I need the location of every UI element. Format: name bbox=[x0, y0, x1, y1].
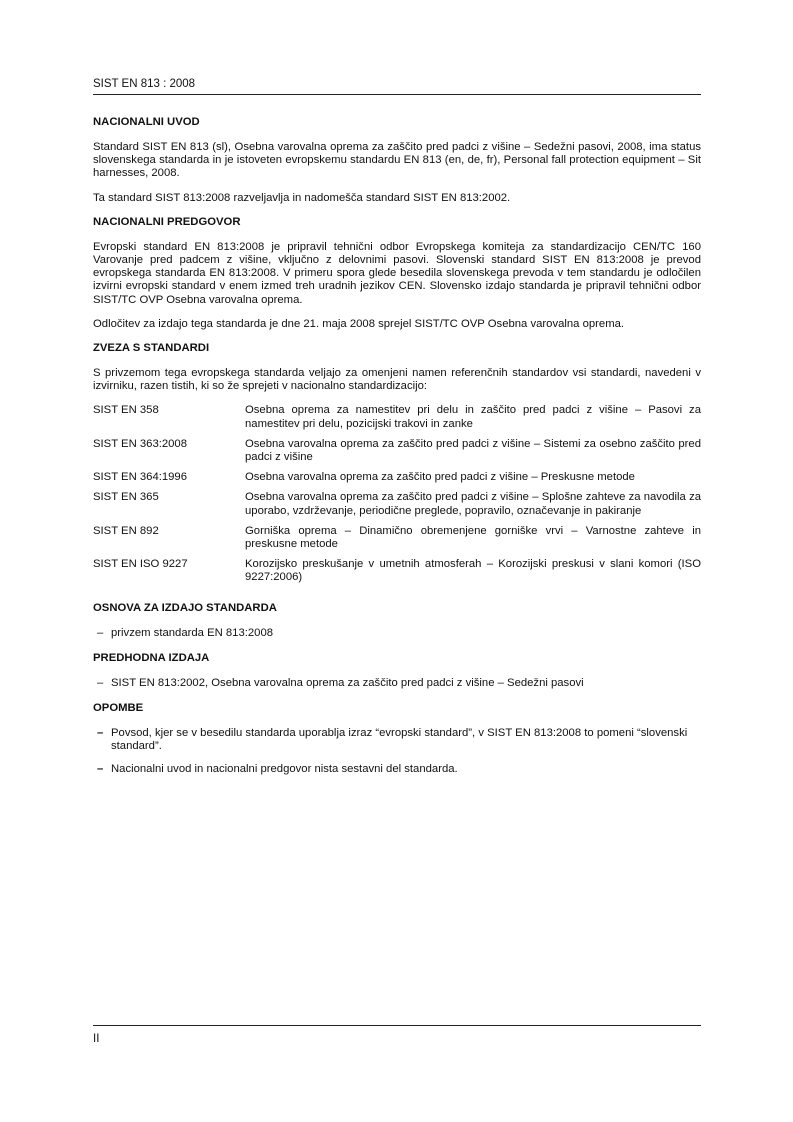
document-id: SIST EN 813 : 2008 bbox=[93, 78, 196, 90]
paragraph: Ta standard SIST 813:2008 razveljavlja in nadomešča standard SIST EN 813:2002. bbox=[93, 191, 511, 204]
list-item bbox=[93, 627, 701, 640]
section-title: NACIONALNI UVOD bbox=[93, 116, 200, 128]
standard-code: SIST EN 892 bbox=[93, 524, 159, 537]
standard-code: SIST EN ISO 9227 bbox=[93, 558, 188, 571]
page-header bbox=[93, 76, 701, 95]
dash-list bbox=[93, 727, 701, 777]
list-item-text: SIST EN 813:2002, Osebna varovalna oprema za zaščito pred padci z višine – Sedežni pasovi bbox=[111, 676, 584, 689]
dash-list bbox=[93, 677, 701, 690]
standard-description: Osebna varovalna oprema za zaščito pred padci z višine – Preskusne metode bbox=[245, 471, 635, 484]
section-title: NACIONALNI PREDGOVOR bbox=[93, 215, 241, 228]
header-rule bbox=[93, 94, 701, 95]
list-item-text: Nacionalni uvod in nacionalni predgovor nista sestavni del standarda. bbox=[111, 763, 458, 776]
dash-list bbox=[93, 627, 701, 640]
standard-code: SIST EN 358 bbox=[93, 404, 159, 417]
paragraph: Odločitev za izdajo tega standarda je dne 21. maja 2008 sprejel SIST/TC OVP Osebna varovalna oprema. bbox=[93, 317, 625, 330]
standard-description: Gorniška oprema – Dinamično obremenjene gorniške vrvi – Varnostne zahteve in preskusne metode bbox=[245, 524, 701, 551]
standard-description: Korozijsko preskušanje v umetnih atmosferah – Korozijski preskusi v slani komori (ISO 9227:2006) bbox=[245, 558, 701, 584]
dash-bullet: – bbox=[97, 626, 104, 639]
list-item-text: Povsod, kjer se v besedilu standarda uporablja izraz “evropski standard”, v SIST EN 813:2008 to pomeni “slovenski standard”. bbox=[111, 727, 688, 753]
section-zveza-s-standardi bbox=[93, 342, 701, 592]
section-predhodna-izdaja bbox=[93, 652, 701, 690]
paragraph: Evropski standard EN 813:2008 je pripravil tehnični odbor Evropskega komiteja za standardizacijo CEN/TC 160 Varovanje pred padcem z višine, vključno z delovnimi pasovi. Slovenski standard SIST EN 813:2008 je prevod evropskega standarda EN 813:2008. V primeru spora glede besedila slovenskega prevoda v tem standardu je odločilen izvirni evropski standard v enem izmed treh uradnih jezikov CEN. Slovensko izdajo standarda je pripravil tehnični odbor SIST/TC OVP Osebna varovalna oprema. bbox=[93, 240, 701, 306]
standard-code: SIST EN 365 bbox=[93, 491, 159, 504]
standard-code: SIST EN 364:1996 bbox=[93, 471, 187, 484]
list-item bbox=[93, 727, 701, 753]
table-row bbox=[93, 558, 701, 591]
standard-description: Osebna oprema za namestitev pri delu in zaščito pred padci z višine – Pasovi za namestitev pri delu, pozicijski trakovi in zanke bbox=[245, 404, 701, 430]
dash-bullet: – bbox=[97, 676, 104, 689]
dash-bullet: – bbox=[97, 727, 104, 740]
section-osnova-za-izdajo bbox=[93, 602, 701, 640]
list-item-text: privzem standarda EN 813:2008 bbox=[111, 626, 274, 639]
page-number: II bbox=[93, 1033, 100, 1045]
document-body bbox=[93, 116, 701, 789]
section-title: OPOMBE bbox=[93, 702, 144, 715]
dash-bullet: – bbox=[97, 763, 104, 776]
standard-description: Osebna varovalna oprema za zaščito pred padci z višine – Sistemi za osebno zaščito pred padci z višine bbox=[245, 437, 701, 464]
section-title: ZVEZA S STANDARDI bbox=[93, 342, 210, 355]
table-row bbox=[93, 525, 701, 558]
table-row bbox=[93, 438, 701, 471]
table-row bbox=[93, 404, 701, 437]
table-row bbox=[93, 471, 701, 491]
standard-code: SIST EN 363:2008 bbox=[93, 437, 187, 450]
standards-table bbox=[93, 404, 701, 591]
paragraph: S privzemom tega evropskega standarda veljajo za omenjeni namen referenčnih standardov vsi standardi, navedeni v izvirniku, razen tistih, ki so že sprejeti v nacionalno standardizacijo: bbox=[93, 367, 701, 393]
standard-description: Osebna varovalna oprema za zaščito pred padci z višine – Splošne zahteve za navodila za uporabo, vzdrževanje, periodične preglede, popravilo, označevanje in pakiranje bbox=[245, 491, 701, 517]
section-title: PREDHODNA IZDAJA bbox=[93, 651, 210, 664]
section-title: OSNOVA ZA IZDAJO STANDARDA bbox=[93, 601, 277, 614]
section-nacionalni-predgovor bbox=[93, 216, 701, 331]
page-footer bbox=[93, 1025, 701, 1046]
table-row bbox=[93, 491, 701, 524]
paragraph: Standard SIST EN 813 (sl), Osebna varovalna oprema za zaščito pred padci z višine – Sedežni pasovi, 2008, ima status slovenskega standarda in je istoveten evropskemu standardu EN 813 (en, de, fr), Personal fall protection equipment – Sit harnesses, 2008. bbox=[93, 141, 701, 180]
section-nacionalni-uvod bbox=[93, 116, 701, 205]
section-opombe bbox=[93, 702, 701, 777]
list-item bbox=[93, 677, 701, 690]
footer-rule bbox=[93, 1025, 701, 1026]
list-item bbox=[93, 763, 701, 776]
